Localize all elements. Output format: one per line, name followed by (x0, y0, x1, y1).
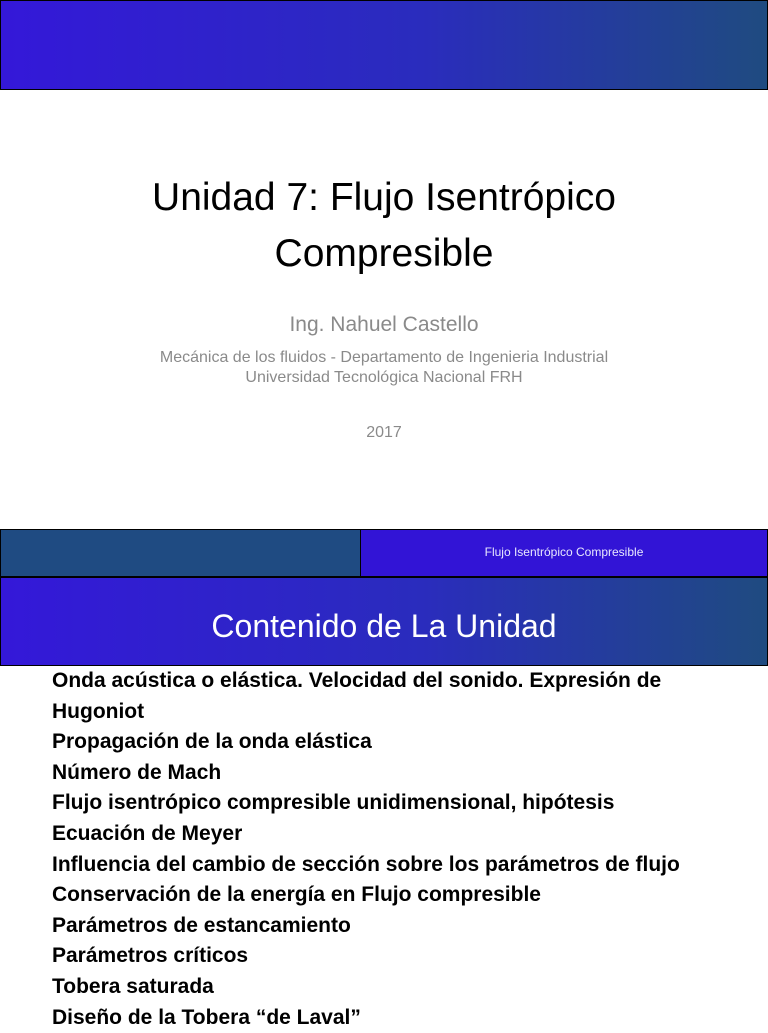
slide-title-line2: Compresible (274, 232, 494, 275)
contents-title: Contenido de La Unidad (0, 577, 768, 666)
slide-title (0, 170, 768, 282)
contents-item: Parámetros críticos (52, 944, 249, 968)
contents-item: Flujo isentrópico compresible unidimensional, hipótesis (52, 791, 615, 815)
contents-item: Diseño de la Tobera “de Laval” (52, 1005, 361, 1029)
contents-item: Conservación de la energía en Flujo compresible (52, 883, 541, 907)
top-header-band (0, 0, 768, 90)
contents-item: Onda acústica o elástica. Velocidad del sonido. Expresión de Hugoniot (52, 669, 662, 723)
contents-item: Influencia del cambio de sección sobre los parámetros de flujo (52, 852, 680, 876)
contents-item: Parámetros de estancamiento (52, 913, 351, 937)
contents-item: Propagación de la onda elástica (52, 730, 372, 754)
footer-left-block (0, 529, 361, 577)
affiliation-line1: Mecánica de los fluidos - Departamento de Ingenieria Industrial (159, 349, 609, 366)
contents-item: Tobera saturada (52, 974, 214, 998)
author-name: Ing. Nahuel Castello (289, 313, 479, 336)
contents-item: Ecuación de Meyer (52, 821, 243, 845)
slide-title-line1: Unidad 7: Flujo Isentrópico (152, 176, 616, 219)
year: 2017 (366, 424, 402, 441)
contents-item: Número de Mach (52, 760, 222, 784)
affiliation-line2: Universidad Tecnológica Nacional FRH (245, 369, 523, 386)
contents-list (52, 666, 752, 1033)
affiliation (0, 348, 768, 388)
footer-title: Flujo Isentrópico Compresible (360, 529, 768, 577)
